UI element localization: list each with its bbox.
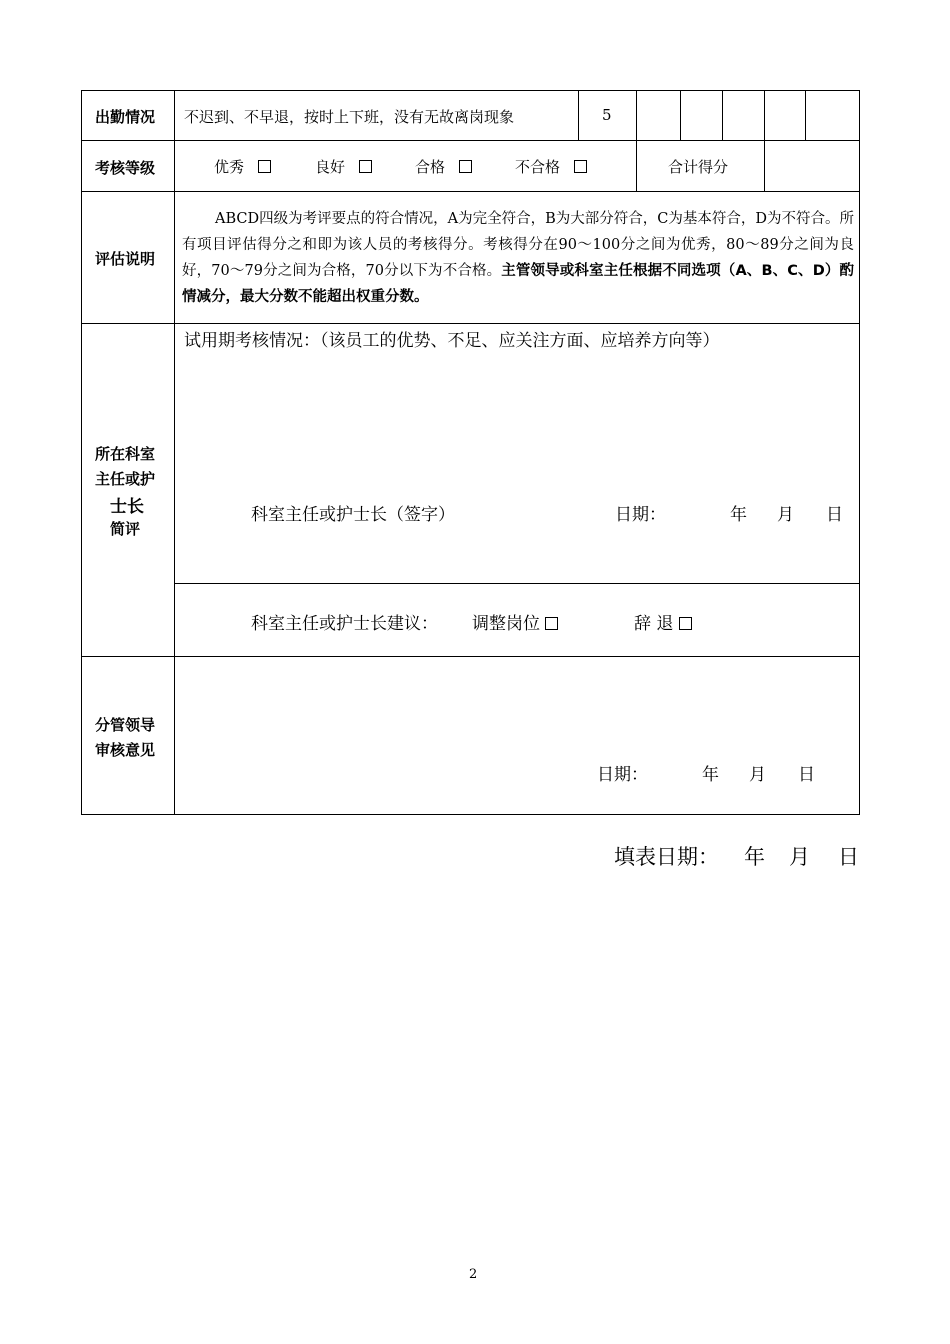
leader-label-line2: 审核意见	[95, 741, 156, 759]
attendance-label: 出勤情况	[95, 108, 156, 126]
supervisor-date-label: 日期：	[615, 505, 666, 525]
attendance-weight: 5	[602, 106, 612, 124]
leader-label-line1: 分管领导	[95, 716, 156, 734]
criterion-column-divider	[578, 90, 579, 141]
explanation-body: ABCD四级为考评要点的符合情况，A为完全符合，B为大部分符合，C为基本符合，D为不符合。所有项目评估得分之和即为该人员的考核得分。考核得分在90～100分之间为优秀，80～89分之间为良好，70～79分之间为合格，70分以下为不合格。	[182, 211, 854, 279]
row-divider-supervisor	[81, 656, 860, 657]
supervisor-label-line4: 简评	[110, 520, 141, 538]
grade-label: 考核等级	[95, 159, 156, 177]
checkbox-icon[interactable]	[258, 160, 271, 173]
row-divider-suggestion	[174, 583, 860, 584]
explanation-bold-note: 主管领导或科室主任根据不同选项（A、B、C、D）酌情减分，最大分数不能超出权重分数。	[182, 263, 854, 305]
supervisor-label-line3: 士长	[110, 497, 144, 517]
score-extra-cell[interactable]	[809, 96, 857, 136]
supervisor-suggestion-label: 科室主任或护士长建议：	[251, 614, 438, 634]
leader-review-input[interactable]	[184, 664, 854, 754]
supervisor-signature-label: 科室主任或护士长（签字）	[251, 505, 455, 525]
option-adjust-position[interactable]	[472, 609, 558, 634]
fill-date-label: 填表日期：	[614, 845, 719, 869]
probation-review-prompt: 试用期考核情况：（该员工的优势、不足、应关注方面、应培养方向等）	[184, 331, 720, 351]
supervisor-label-line1: 所在科室	[95, 445, 156, 463]
page-number: 2	[469, 1267, 478, 1282]
option-dismiss[interactable]	[634, 609, 692, 634]
score-c-cell[interactable]	[726, 96, 762, 136]
option-adjust-label: 调整岗位	[472, 614, 540, 634]
total-score-label: 合计得分	[668, 158, 729, 176]
grade-option-label: 不合格	[515, 158, 561, 176]
grade-option-fail[interactable]	[515, 156, 587, 177]
explanation-text	[182, 206, 854, 310]
row-divider-explanation	[81, 323, 860, 324]
attendance-criterion: 不迟到、不早退，按时上下班，没有无故离岗现象	[184, 108, 515, 126]
checkbox-icon[interactable]	[679, 617, 692, 630]
score-a-cell[interactable]	[640, 96, 678, 136]
grade-option-label: 良好	[315, 158, 346, 176]
probation-review-input[interactable]	[184, 356, 854, 496]
grade-option-good[interactable]	[315, 156, 372, 177]
supervisor-label-line2: 主任或护	[95, 470, 156, 488]
grade-option-label: 合格	[415, 158, 446, 176]
score-d-column-divider	[805, 90, 806, 141]
score-c-column-divider	[764, 90, 765, 191]
score-b-column-divider	[722, 90, 723, 141]
score-a-column-divider	[680, 90, 681, 141]
leader-date-label: 日期：	[597, 765, 648, 785]
weight-column-divider	[636, 90, 637, 191]
fill-date-month: 月	[789, 845, 810, 869]
grade-option-pass[interactable]	[415, 156, 472, 177]
leader-date-year: 年	[702, 765, 719, 785]
grade-option-label: 优秀	[214, 158, 245, 176]
grade-option-excellent[interactable]	[214, 156, 271, 177]
option-dismiss-label: 辞 退	[634, 614, 674, 634]
supervisor-date-day: 日	[826, 505, 843, 525]
explanation-label: 评估说明	[95, 250, 156, 268]
total-score-cell[interactable]	[768, 145, 856, 187]
checkbox-icon[interactable]	[359, 160, 372, 173]
leader-date-day: 日	[798, 765, 815, 785]
checkbox-icon[interactable]	[574, 160, 587, 173]
supervisor-date-year: 年	[730, 505, 747, 525]
fill-date-day: 日	[838, 845, 859, 869]
leader-date-month: 月	[749, 765, 766, 785]
checkbox-icon[interactable]	[459, 160, 472, 173]
score-d-cell[interactable]	[768, 96, 803, 136]
score-b-cell[interactable]	[684, 96, 720, 136]
row-divider-grade	[81, 191, 860, 192]
row-divider-attendance	[81, 140, 860, 141]
label-column-divider	[174, 90, 175, 815]
checkbox-icon[interactable]	[545, 617, 558, 630]
fill-date-year: 年	[744, 845, 765, 869]
supervisor-date-month: 月	[777, 505, 794, 525]
